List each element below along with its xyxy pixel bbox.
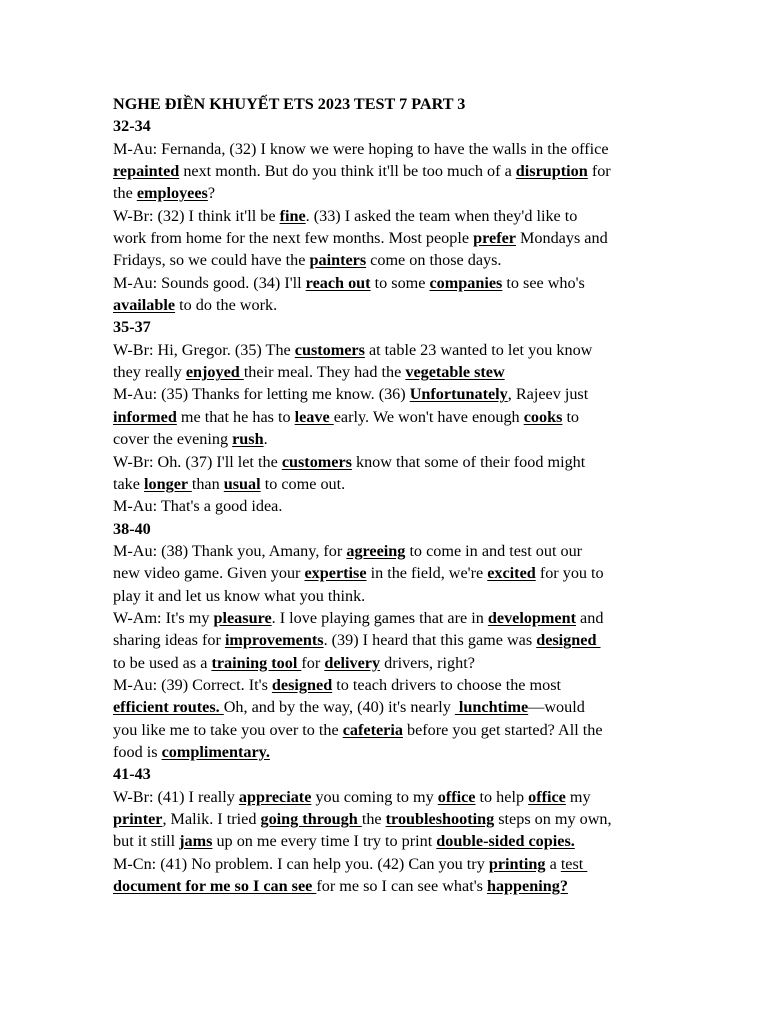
transcript-line [113, 585, 668, 607]
line-text: but it still [113, 832, 180, 851]
answer-word: cafeteria [342, 720, 403, 739]
section-heading [113, 518, 668, 540]
line-text: work from home for the next few months. Most people [113, 229, 474, 248]
underlined-text: test [560, 854, 588, 873]
transcript-line [113, 294, 668, 316]
line-text: new video game. Given your [113, 564, 305, 583]
line-text: 41-43 [113, 765, 151, 784]
line-text: ? [207, 184, 216, 203]
line-text: M-Au: Sounds good. (34) I'll [113, 273, 306, 292]
transcript-line [113, 786, 668, 808]
answer-word: rush [232, 430, 264, 449]
answer-word: disruption [515, 162, 588, 181]
line-text: to some [370, 273, 430, 292]
line-text: my [565, 787, 591, 806]
line-text: W-Br: (41) I really [113, 787, 239, 806]
answer-word: enjoyed [185, 363, 244, 382]
line-text: , Malik. I tried [162, 810, 261, 828]
answer-word: development [487, 608, 576, 627]
answer-word: jams [179, 832, 213, 851]
answer-word: Unfortunately [409, 385, 508, 404]
answer-word: companies [429, 273, 503, 292]
transcript-line [113, 652, 668, 674]
transcript-line [113, 205, 668, 227]
line-text: M-Cn: (41) No problem. I can help you. (42) Can you try [113, 854, 489, 873]
answer-word: employees [136, 184, 208, 203]
transcript-line [113, 361, 668, 383]
line-text: M-Au: (38) Thank you, Amany, for [113, 541, 347, 560]
line-text: to see who's [502, 273, 585, 292]
transcript-line [113, 473, 668, 495]
line-text: M-Au: (35) Thanks for letting me know. (36) [113, 385, 410, 404]
answer-word: reach out [305, 273, 371, 292]
transcript-line [113, 406, 668, 428]
line-text: food is [113, 742, 162, 761]
line-text: 32-34 [113, 117, 151, 136]
line-text: for [587, 162, 611, 181]
answer-word: printing [488, 854, 546, 873]
answer-word: available [113, 296, 176, 315]
transcript-line [113, 451, 668, 473]
answer-word: efficient routes. [113, 698, 224, 717]
line-text: they really [113, 363, 186, 382]
line-text: M-Au: (39) Correct. It's [113, 675, 272, 694]
line-text: W-Br: Oh. (37) I'll let the [113, 452, 282, 471]
line-text: . (33) I asked the team when they'd like to [305, 206, 578, 225]
line-text: take [113, 474, 145, 493]
answer-word: appreciate [238, 787, 312, 806]
transcript-line [113, 830, 668, 852]
line-text: Oh, and by the way, (40) it's nearly [223, 698, 455, 717]
line-text: know that some of their food might [351, 452, 586, 471]
answer-word: cooks [523, 407, 563, 426]
section-heading [113, 316, 668, 338]
answer-word: usual [223, 474, 261, 493]
answer-word: designed [536, 631, 601, 650]
transcript-line [113, 182, 668, 204]
line-text: M-Au: Fernanda, (32) I know we were hoping to have the walls in the office [113, 139, 609, 158]
transcript-line [113, 629, 668, 651]
transcript-line [113, 696, 668, 718]
answer-word: delivery [324, 653, 381, 672]
answer-word: office [437, 787, 476, 806]
transcript-line [113, 160, 668, 182]
transcript-line [113, 808, 668, 830]
answer-word: pleasure [213, 608, 272, 627]
line-text: drivers, right? [380, 653, 475, 672]
answer-word: customers [281, 452, 352, 471]
line-text: for me so I can see what's [316, 877, 487, 896]
line-text: . [263, 430, 268, 449]
answer-word: going through [260, 810, 362, 828]
transcript-line [113, 272, 668, 294]
line-text: and [576, 608, 604, 627]
line-text: , Rajeev just [507, 385, 589, 404]
line-text: Mondays and [515, 229, 608, 248]
transcript-line [113, 138, 668, 160]
answer-word: leave [294, 407, 334, 426]
answer-word: troubleshooting [385, 810, 495, 828]
line-text: . I love playing games that are in [271, 608, 488, 627]
answer-word: designed [271, 675, 333, 694]
line-text: to do the work. [175, 296, 278, 315]
line-text: their meal. They had the [243, 363, 406, 382]
line-text: me that he has to [176, 407, 295, 426]
document-title: NGHE ĐIỀN KHUYẾT ETS 2023 TEST 7 PART 3 [113, 95, 466, 113]
line-text: next month. But do you think it'll be too much of a [179, 162, 516, 181]
answer-word: informed [113, 407, 177, 426]
answer-word: training tool [211, 653, 302, 672]
line-text: sharing ideas for [113, 631, 225, 650]
line-text: W-Br: Hi, Gregor. (35) The [113, 340, 295, 359]
transcript-line [113, 875, 668, 897]
transcript-line [113, 719, 668, 741]
line-text: to [562, 407, 580, 426]
line-text: a [545, 854, 561, 873]
answer-word: double-sided copies. [436, 832, 575, 851]
line-text: —would [528, 698, 585, 717]
line-text: to help [475, 787, 529, 806]
line-text: early. We won't have enough [333, 407, 524, 426]
section-heading [113, 115, 668, 137]
answer-word: excited [487, 564, 536, 583]
answer-word: agreeing [346, 541, 406, 560]
line-text: up on me every time I try to print [212, 832, 437, 851]
answer-word: document for me so I can see [113, 877, 317, 896]
transcript-line [113, 428, 668, 450]
answer-word: office [528, 787, 566, 806]
line-text: Fridays, so we could have the [113, 251, 310, 270]
line-text: in the field, we're [366, 564, 488, 583]
answer-word: fine [279, 206, 306, 225]
line-text: cover the evening [113, 430, 233, 449]
section-heading [113, 763, 668, 785]
answer-word: happening? [486, 877, 568, 896]
line-text: come on those days. [366, 251, 502, 270]
line-text: to be used as a [113, 653, 212, 672]
line-text: the [361, 810, 386, 828]
line-text: you like me to take you over to the [113, 720, 343, 739]
answer-word: improvements [224, 631, 324, 650]
line-text: at table 23 wanted to let you know [364, 340, 593, 359]
line-text: W-Am: It's my [113, 608, 214, 627]
line-text: play it and let us know what you think. [113, 586, 366, 605]
line-text: you coming to my [311, 787, 438, 806]
transcript-line [113, 741, 668, 763]
line-text: 35-37 [113, 318, 151, 337]
line-text: than [191, 474, 224, 493]
line-text: M-Au: That's a good idea. [113, 497, 283, 516]
line-text: to come in and test out our [405, 541, 583, 560]
transcript-line [113, 249, 668, 271]
line-text: for [301, 653, 325, 672]
transcript-line [113, 853, 668, 875]
transcript-line [113, 383, 668, 405]
answer-word: expertise [304, 564, 367, 583]
answer-word: painters [309, 251, 367, 270]
answer-word: longer [144, 474, 192, 493]
answer-word: repainted [113, 162, 180, 181]
line-text: to come out. [260, 474, 346, 493]
transcript-line [113, 227, 668, 249]
transcript-line [113, 540, 668, 562]
line-text: the [113, 184, 137, 203]
line-text: steps on my own, [494, 810, 612, 828]
line-text: for you to [535, 564, 604, 583]
answer-word: printer [113, 810, 163, 828]
transcript-body [113, 115, 668, 897]
transcript-line [113, 495, 668, 517]
transcript-line [113, 674, 668, 696]
transcript-line [113, 339, 668, 361]
line-text: to teach drivers to choose the most [332, 675, 562, 694]
line-text: . (39) I heard that this game was [323, 631, 537, 650]
answer-word: prefer [473, 229, 516, 248]
answer-word: lunchtime [454, 698, 529, 717]
answer-word: customers [294, 340, 365, 359]
transcript-line [113, 562, 668, 584]
answer-word: complimentary. [161, 742, 270, 761]
transcript-line [113, 607, 668, 629]
answer-word: vegetable stew [405, 363, 505, 382]
line-text: before you get started? All the [402, 720, 603, 739]
line-text: 38-40 [113, 519, 151, 538]
line-text: W-Br: (32) I think it'll be [113, 206, 280, 225]
